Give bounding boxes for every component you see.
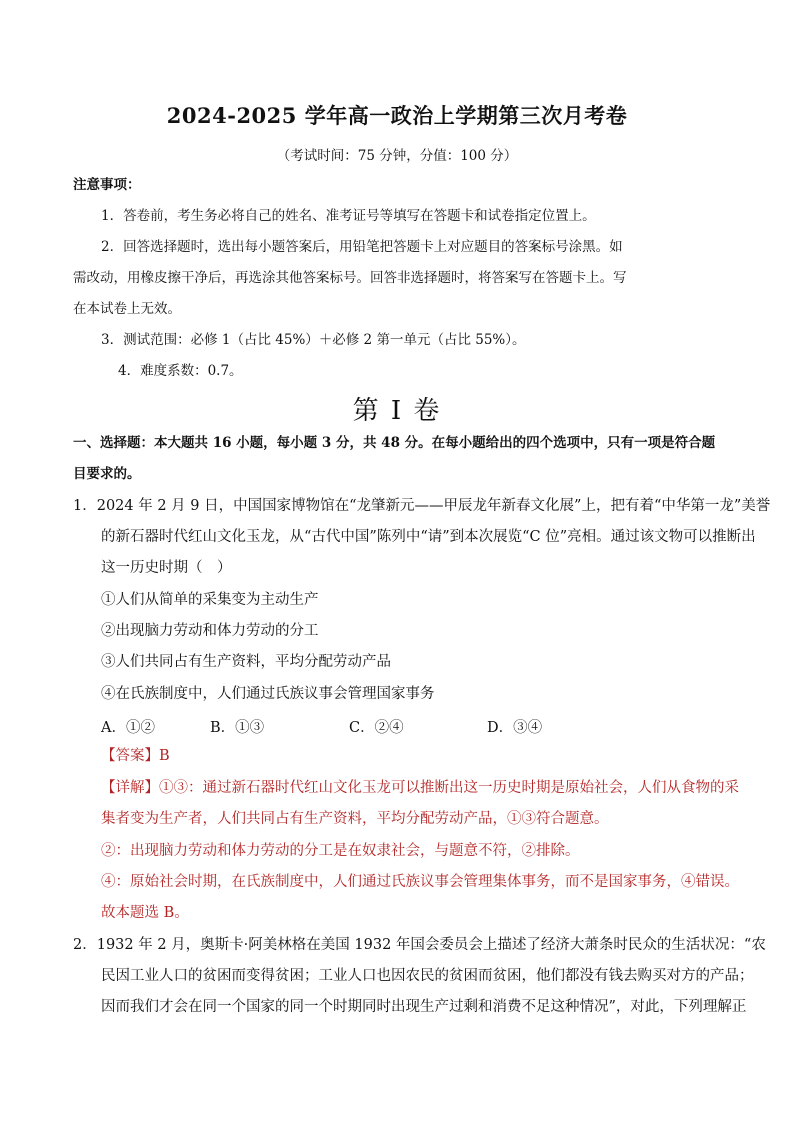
detail-text: 集者变为生产者，人们共同占有生产资料，平均分配劳动产品，①③符合题意。: [101, 811, 609, 827]
part-heading: 一、选择题：本大题共 16 小题，每小题 3 分，共 48 分。在每小题给出的四个选项中，只有一项是符合题: [73, 435, 716, 451]
notice-heading: 注意事项：: [73, 177, 141, 193]
option-a: A．①②: [101, 720, 155, 736]
detail-line: [101, 779, 739, 797]
option-c: C．②④: [349, 720, 404, 736]
section-title: 第 I 卷: [352, 396, 442, 426]
answer-label: 【答案】: [101, 748, 159, 764]
notice-item: 1．答卷前，考生务必将自己的姓名、准考证号等填写在答题卡和试卷指定位置上。: [101, 208, 596, 224]
notice-item: 在本试卷上无效。: [73, 301, 181, 317]
question-2-stem: 因而我们才会在同一个国家的同一个时期同时出现生产过剩和消费不足这种情况”，对此，下列理解正: [101, 999, 747, 1015]
question-2-stem: 民因工业人口的贫困而变得贫困；工业人口也因农民的贫困而贫困，他们都没有钱去购买对方的产品；: [101, 968, 754, 984]
notice-item: 2．回答选择题时，选出每小题答案后，用铅笔把答题卡上对应题目的答案标号涂黑。如: [101, 239, 623, 255]
detail-text: ②：出现脑力劳动和体力劳动的分工是在奴隶社会，与题意不符，②排除。: [101, 843, 580, 859]
page-title: 2024-2025 学年高一政治上学期第三次月考卷: [166, 103, 628, 128]
option-d: D．③④: [487, 720, 543, 736]
notice-item: 4．难度系数：0.7。: [118, 363, 243, 379]
question-1-statement: ③人们共同占有生产资料，平均分配劳动产品: [101, 654, 391, 670]
exam-info: （考试时间：75 分钟，分值：100 分）: [276, 148, 518, 164]
detail-label: 【详解】: [101, 780, 159, 796]
question-1-statement: ④在氏族制度中，人们通过氏族议事会管理国家事务: [101, 686, 435, 702]
question-1-stem: 这一历史时期（ ）: [101, 560, 232, 576]
question-2-stem: 2．1932 年 2 月，奥斯卡·阿美林格在美国 1932 年国会委员会上描述了经济大萧条时民众的生活状况：“农: [73, 937, 766, 953]
detail-text: ①③：通过新石器时代红山文化玉龙可以推断出这一历史时期是原始社会，人们从食物的采: [159, 780, 739, 796]
notice-item: 3．测试范围：必修 1（占比 45%）＋必修 2 第一单元（占比 55%）。: [101, 332, 526, 348]
question-1-stem: 1．2024 年 2 月 9 日，中国国家博物馆在“龙肇新元——甲辰龙年新春文化展”上，把有着“中华第一龙”美誉: [73, 498, 771, 514]
detail-text: ④：原始社会时期，在氏族制度中，人们通过氏族议事会管理集体事务，而不是国家事务，④错误。: [101, 874, 739, 890]
question-1-stem: 的新石器时代红山文化玉龙，从“古代中国”陈列中“请”到本次展览“C 位”亮相。通过该文物可以推断出: [101, 529, 756, 545]
part-heading-cont: 目要求的。: [73, 466, 141, 482]
answer-line: [101, 747, 170, 765]
answer-value: B: [159, 748, 170, 764]
detail-conclusion: 故本题选 B。: [101, 905, 189, 921]
question-1-statement: ①人们从简单的采集变为主动生产: [101, 592, 319, 608]
option-b: B．①③: [210, 720, 265, 736]
notice-item: 需改动，用橡皮擦干净后，再选涂其他答案标号。回答非选择题时，将答案写在答题卡上。写: [73, 270, 627, 286]
question-1-statement: ②出现脑力劳动和体力劳动的分工: [101, 623, 319, 639]
